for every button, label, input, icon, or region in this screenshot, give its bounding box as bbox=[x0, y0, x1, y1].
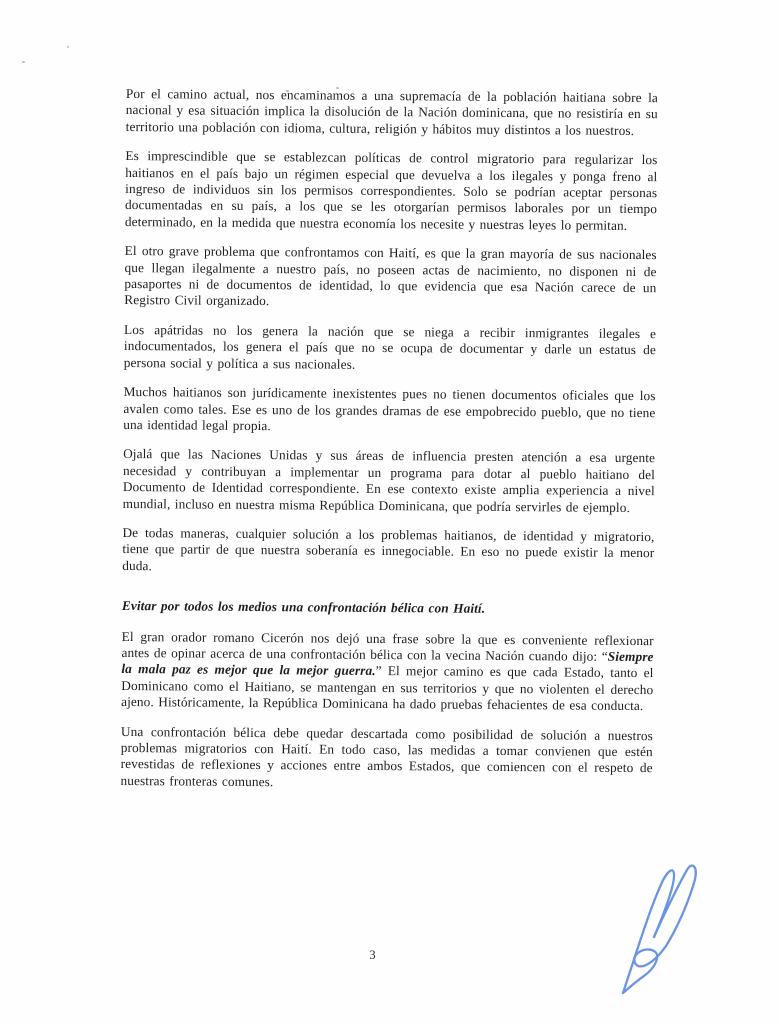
paragraph-naciones-unidas: Ojalá que las Naciones Unidas y sus áreas de influencia presten atención a esa urgente necesidad y contribuyan a implementar un programa para dotar al pueblo haitiano del Documento de Identidad correspondiente. En ese contexto existe amplia experiencia a nivel mundial, incluso en nuestra misma República Dominicana, que podría servirles de ejemplo. bbox=[122, 446, 656, 515]
ciceron-quote: Siempre la mala paz es mejor que la mejor guerra. bbox=[121, 648, 654, 679]
paragraph-supremacia: Por el camino actual, nos encaminamos a una supremacía de la población haitiana sobre la nacional y esa situación implica la disolución de la Nación dominicana, que no resistiría en su territorio una población con idioma, cultura, religión y hábitos muy distintos a los nuestros. bbox=[125, 86, 658, 138]
paragraph-apatridas: Los apátridas no los genera la nación que se niega a recibir inmigrantes ilegales e indocumentados, los genera el país que no se ocupa de documentar y darle un estatus de persona social y política a sus nacionales. bbox=[123, 321, 657, 372]
paragraph-juridicamente-inexistentes: Muchos haitianos son jurídicamente inexistentes pues no tienen documentos oficiales que los avalen como tales. Ese es uno de los grandes dramas de ese empobrecido pueblo, que no tiene una identidad legal propia. bbox=[123, 384, 656, 434]
signature bbox=[593, 853, 723, 998]
page-number: 3 bbox=[369, 948, 376, 962]
paragraph-conclusion: Una confrontación bélica debe quedar descartada como posibilidad de solución a nuestros problemas migratorios con Haití. En todo caso, las medidas a tomar convienen que estén revestidas de reflexiones y acciones entre ambos Estados, que comiencen con el respeto de nuestras fronteras comunes. bbox=[120, 723, 653, 789]
ciceron-text-before: El gran orador romano Cicerón nos dejó una frase sobre la que es conveniente reflexionar antes de opinar acerca de una confrontación bélica con la vecina Nación cuando dijo: “ bbox=[121, 628, 654, 664]
ciceron-text-after: ” El mejor camino es que cada Estado, tanto el Dominicano como el Haitiano, se mantengan en sus territorios y que no violenten el derecho ajeno. Históricamente, la República Dominicana ha dado pruebas fehacientes de esa conducta. bbox=[121, 663, 654, 714]
paragraph-soberania: De todas maneras, cualquier solución a los problemas haitianos, de identidad y migratorio, tiene que partir de que nuestra soberanía es innegociable. En eso no puede existir la menor duda. bbox=[122, 524, 655, 573]
signature-strokes bbox=[593, 853, 723, 998]
scan-artifact bbox=[22, 61, 25, 63]
paragraph-politicas-migratorias: Es imprescindible que se establezcan políticas de control migratorio para regularizar los haitianos en el país bajo un régimen especial que devuelva a los ilegales y ponga freno al ingreso de individuos sin los permisos correspondientes. Solo se podrían aceptar personas documentadas en su país, a los que se les otorgarían permisos laborales por un tiempo determinado, en la medida que nuestra economía los necesite y nuestras leyes lo permitan. bbox=[124, 148, 658, 233]
document-content bbox=[120, 86, 658, 806]
paragraph-registro-civil: El otro grave problema que confrontamos con Haití, es que la gran mayoría de sus nacionales que llegan ilegalmente a nuestro país, no poseen actas de nacimiento, no disponen ni de pasaportes ni de documentos de identidad, lo que evidencia que esa Nación carece de un Registro Civil organizado. bbox=[124, 243, 657, 309]
section-heading: Evitar por todos los medios una confrontación bélica con Haití. bbox=[121, 598, 486, 616]
paragraph-ciceron bbox=[121, 629, 654, 715]
scan-artifact bbox=[67, 46, 69, 48]
